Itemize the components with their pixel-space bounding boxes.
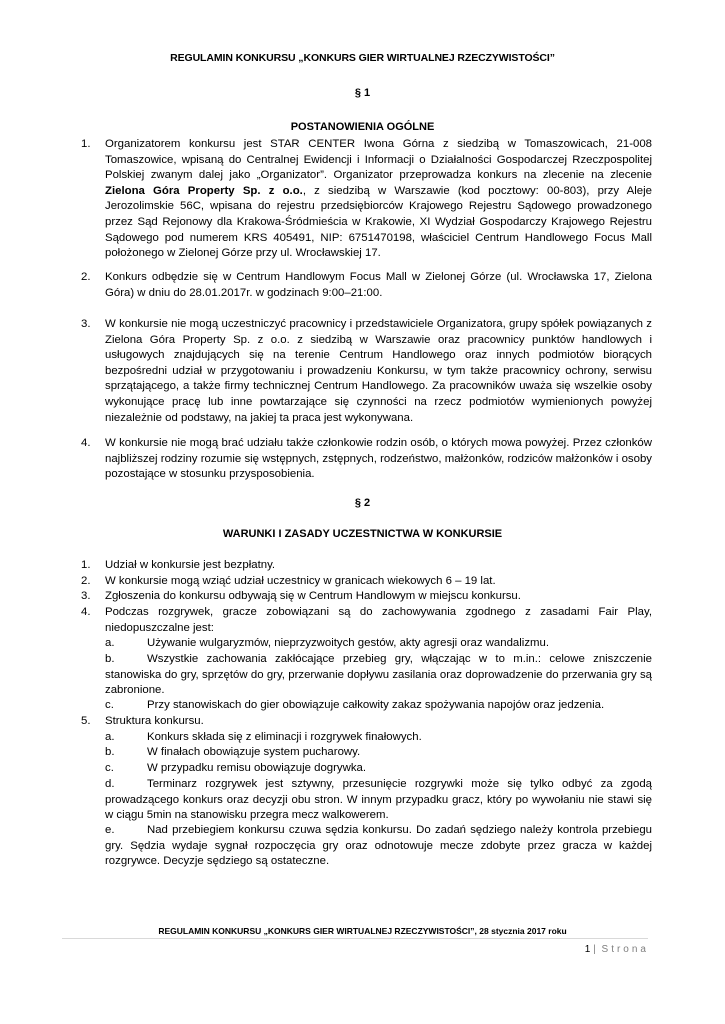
s1-item-1-text-end: , z siedzibą w Warszawie (kod pocztowy: 00-803), przy Aleje Jerozolimskie 56C, wpisana do rejestru przedsiębiorców Krajowego Rejestru Sądowego prowadzonego przez Sąd Rejonowy dla Krakowa-Śródmieścia w Krakowie, XI Wydział Gospodarczy Krajowego Rejestru Sądowego pod numerem KRS 405491, NIP: 6751470198, właściciel Centrum Handlowego Focus Mall położonego w Zielonej Górze przy ul. Wrocławskiej 17. (105, 184, 652, 260)
sub-text: Konkurs składa się z eliminacji i rozgrywek finałowych. (147, 731, 422, 743)
sub-letter: b. (105, 653, 115, 665)
footer-divider (62, 938, 648, 939)
s2-item-4-sub-b (105, 652, 652, 699)
s2-item-1-number: 1. (81, 559, 91, 571)
section-1-heading: POSTANOWIENIA OGÓLNE (290, 121, 435, 133)
s1-item-4-text: W konkursie nie mogą brać udziału także członkowie rodzin osób, o których mowa powyżej. Przez członków najbliższej rodziny rozumie się wstępnych, zstępnych, rodzeństwo, małżonków, rodziców małżonków i osoby pozostające w stosunku przysposobienia. (105, 437, 652, 481)
sub-text: W przypadku remisu obowiązuje dogrywka. (147, 762, 367, 774)
s1-item-3-number: 3. (81, 318, 91, 330)
sub-letter: a. (105, 637, 115, 649)
section-1-number: § 1 (354, 87, 371, 99)
page-number: 1 (584, 944, 591, 955)
sub-letter: d. (105, 778, 115, 790)
s1-item-4-number: 4. (81, 437, 91, 449)
sub-letter: b. (105, 746, 115, 758)
s1-item-1-text-start: Organizatorem konkursu jest STAR CENTER Iwona Górna z siedzibą w Tomaszowicach, 21-008 Tomaszowice, wpisaną do Centralnej Ewidencji i Informacji o Działalności Gospodarczej Rzeczpospolitej Polskiej zwanym dalej jako „Organizator”. Organizator przeprowadza konkurs na zlecenie na zlecenie (105, 138, 652, 182)
s2-item-1-text: Udział w konkursie jest bezpłatny. (105, 559, 276, 571)
s2-item-4-sub-c (105, 698, 652, 714)
page-separator: | (593, 944, 599, 955)
s2-item-3-number: 3. (81, 590, 91, 602)
sub-text: Terminarz rozgrywek jest sztywny, przesunięcie rozgrywki może się tylko odbyć za zgodą prowadzącego konkurs oraz decyzji obu stron. W innym przypadku gracz, który po wywołaniu nie stawi się w ciągu 5min na stanowisku przegra mecz walkowerem. (105, 778, 652, 822)
sub-letter: c. (105, 762, 114, 774)
s2-item-5-sub-b (105, 745, 652, 761)
sub-letter: e. (105, 824, 115, 836)
section-2-heading: WARUNKI I ZASADY UCZESTNICTWA W KONKURSIE (222, 528, 503, 540)
s2-item-5-sub-e (105, 823, 652, 870)
s1-item-1-text (105, 137, 652, 262)
s2-item-4-number: 4. (81, 606, 91, 618)
s2-item-5-text: Struktura konkursu. (105, 715, 204, 727)
s2-item-2-number: 2. (81, 575, 91, 587)
s2-item-5-number: 5. (81, 715, 91, 727)
page-indicator (585, 944, 649, 955)
sub-text: W finałach obowiązuje system pucharowy. (147, 746, 361, 758)
sub-text: Nad przebiegiem konkursu czuwa sędzia konkursu. Do zadań sędziego należy kontrola przebiegu gry. Sędzia wydaje sygnał rozpoczęcia gry oraz odnotowuje mecze zdobyte przez gracza w każdej rozgrywce. Decyzje sędziego są ostateczne. (105, 824, 652, 868)
sub-text: Używanie wulgaryzmów, nieprzyzwoitych gestów, akty agresji oraz wandalizmu. (147, 637, 549, 649)
s1-item-3-text: W konkursie nie mogą uczestniczyć pracownicy i przedstawiciele Organizatora, grupy spółek powiązanych z Zielona Góra Property Sp. z o.o. z siedzibą w Warszawie oraz pracownicy punktów handlowych i usługowych znajdujących się na terenie Centrum Handlowego oraz innych podmiotów biorących bezpośredni udział w przygotowaniu i prowadzeniu Konkursu, w tym także pracownicy ochrony, serwisu sprzątającego, a także firmy technicznej Centrum Handlowego. Za pracowników uważa się wszelkie osoby wykonujące pracę lub inne powtarzające się czynności na rzecz podmiotów wymienionych powyżej niezależnie od podstawy, na jakiej ta praca jest wykonywana. (105, 318, 652, 424)
s2-item-5-sub-a (105, 730, 652, 746)
s2-item-5-sub-d (105, 777, 652, 824)
s1-item-2-number: 2. (81, 271, 91, 283)
document-title: REGULAMIN KONKURSU „KONKURS GIER WIRTUALNEJ RZECZYWISTOŚCI” (170, 52, 555, 64)
s1-item-1-company-name: Zielona Góra Property Sp. z o.o. (105, 184, 303, 197)
s2-item-3-text: Zgłoszenia do konkursu odbywają się w Centrum Handlowym w miejscu konkursu. (105, 590, 521, 602)
page-word: Strona (601, 944, 649, 955)
sub-text: Przy stanowiskach do gier obowiązuje całkowity zakaz spożywania napojów oraz jedzenia. (147, 699, 605, 711)
s2-item-4-text: Podczas rozgrywek, gracze zobowiązani są do zachowywania zgodnego z zasadami Fair Play, niedopuszczalne jest: (105, 606, 652, 634)
s2-item-5-sub-c (105, 761, 652, 777)
footer-title: REGULAMIN KONKURSU „KONKURS GIER WIRTUALNEJ RZECZYWISTOŚCI”, 28 stycznia 2017 roku (158, 926, 567, 936)
s1-item-1-number: 1. (81, 138, 91, 150)
sub-letter: c. (105, 699, 114, 711)
s2-item-2-text: W konkursie mogą wziąć udział uczestnicy w granicach wiekowych 6 – 19 lat. (105, 575, 496, 587)
sub-text: Wszystkie zachowania zakłócające przebieg gry, włączając w to m.in.: celowe zniszczenie stanowiska do gry, sprzętów do gry, przerwanie dopływu zasilania oraz doprowadzenie do przerwania gry są zabronione. (105, 653, 652, 697)
s1-item-2-text: Konkurs odbędzie się w Centrum Handlowym Focus Mall w Zielonej Górze (ul. Wrocławska 17, Zielona Góra) w dniu do 28.01.2017r. w godzinach 9:00–21:00. (105, 271, 652, 299)
section-2-number: § 2 (354, 497, 371, 509)
sub-letter: a. (105, 731, 115, 743)
s2-item-4-sub-a (105, 636, 652, 652)
